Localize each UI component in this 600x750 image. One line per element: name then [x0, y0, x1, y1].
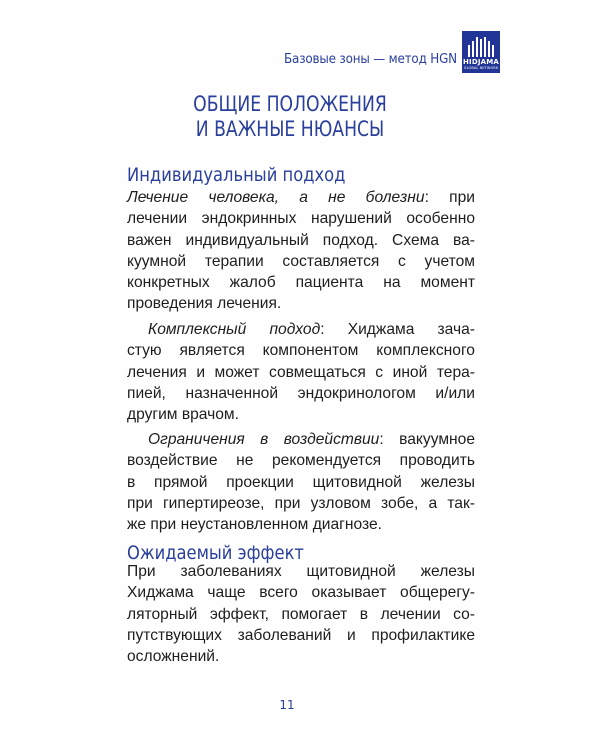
- paragraph-line: проведения лечения.: [127, 295, 282, 313]
- paragraph-line: Хиджама чаще всего оказывает общерегу-: [127, 584, 475, 602]
- paragraph-line: осложнений.: [127, 648, 220, 666]
- paragraph-treat-person: [127, 187, 475, 315]
- logo-bars-icon: [468, 37, 494, 57]
- paragraph-line: лечения и может совмещаться с иной тера-: [127, 363, 475, 381]
- paragraph-line: ляторный эффект, помогает в лечении со-: [127, 605, 475, 623]
- logo-name: HIDJAMA: [462, 58, 500, 66]
- running-header: Базовые зоны — метод HGN: [284, 52, 457, 67]
- logo-subtitle: GLOBAL NETWORK: [463, 66, 499, 70]
- paragraph-line: куумной терапии составляется с учетом: [127, 252, 475, 270]
- page-title-line-1: ОБЩИЕ ПОЛОЖЕНИЯ: [193, 92, 387, 116]
- page-title: [183, 92, 396, 142]
- paragraph-line: в прямой проекции щитовидной железы: [127, 473, 475, 491]
- paragraph-line: При заболеваниях щитовидной железы: [127, 563, 475, 580]
- section-heading-effect: Ожидаемый эффект: [127, 542, 304, 564]
- paragraph-line: путствующих заболеваний и профилактике: [127, 626, 475, 644]
- paragraph-line: же при неустановленном диагнозе.: [127, 516, 382, 534]
- section-heading-individual: Индивидуальный подход: [127, 164, 346, 186]
- hidjama-logo: [462, 31, 500, 73]
- paragraph-line: стую является компонентом комплексного: [127, 342, 475, 360]
- page-number: 11: [279, 698, 295, 712]
- page-title-line-2: И ВАЖНЫЕ НЮАНСЫ: [195, 117, 385, 141]
- paragraph-lead: Лечение человека, а не болезни: [127, 189, 425, 206]
- paragraph-lead: Ограничения в воздействии: [148, 431, 380, 448]
- paragraph-line: важен индивидуальный подход. Схема ва-: [127, 231, 475, 249]
- paragraph-complex-approach: [127, 319, 475, 425]
- paragraph-lead: Комплексный подход: [148, 321, 321, 338]
- paragraph-line: пией, назначенной эндокринологом и/или: [127, 384, 475, 402]
- paragraph-line: при гипертиреозе, при узловом зобе, а так-: [127, 494, 475, 512]
- paragraph-line: лечении эндокринных нарушений особенно: [127, 210, 475, 228]
- paragraph-text: : вакуумное: [379, 431, 475, 448]
- paragraph-limitations: [127, 429, 475, 535]
- paragraph-text: : при: [424, 189, 475, 206]
- paragraph-line: воздействие не рекомендуется проводить: [127, 452, 475, 470]
- paragraph-text: : Хиджама зача-: [320, 321, 475, 338]
- paragraph-line: конкретных жалоб пациента на момент: [127, 274, 475, 292]
- paragraph-line: другим врачом.: [127, 406, 239, 424]
- paragraph-expected-effect: [127, 561, 475, 667]
